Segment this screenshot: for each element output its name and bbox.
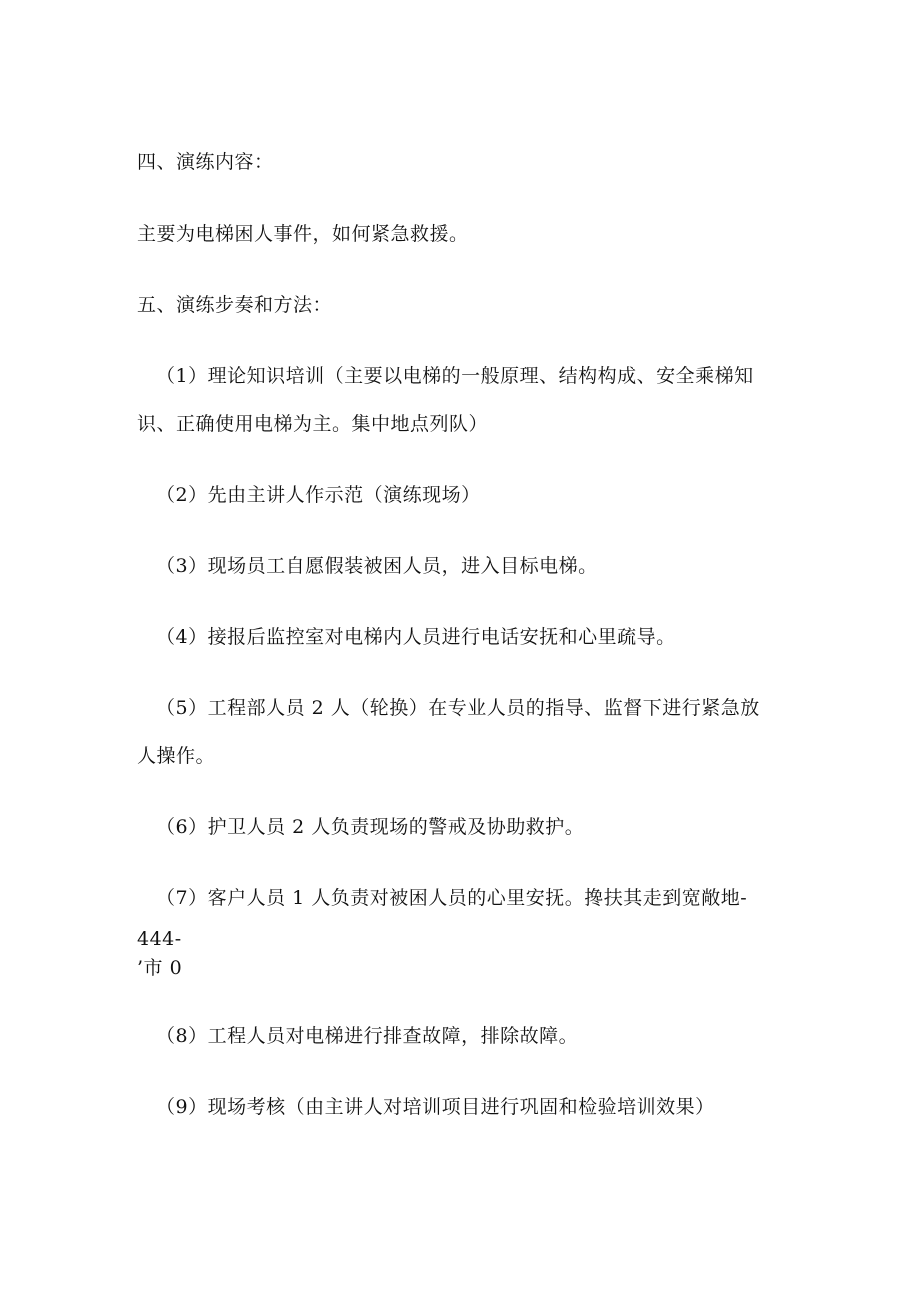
section-body-content: 主要为电梯困人事件，如何紧急救援。 bbox=[137, 223, 469, 245]
step-7-line-1: （7）客户人员 1 人负责对被困人员的心里安抚。搀扶其走到宽敞地- bbox=[156, 887, 748, 909]
step-2: （2）先由主讲人作示范（演练现场） bbox=[156, 484, 481, 506]
step-5-line-1: （5）工程部人员 2 人（轮换）在专业人员的指导、监督下进行紧急放 bbox=[156, 697, 760, 719]
step-9: （9）现场考核（由主讲人对培训项目进行巩固和检验培训效果） bbox=[156, 1096, 715, 1118]
step-1-line-2: 识、正确使用电梯为主。集中地点列队） bbox=[137, 413, 489, 435]
step-3: （3）现场员工自愿假装被困人员，进入目标电梯。 bbox=[156, 555, 598, 577]
step-7-line-2: 444- bbox=[137, 928, 182, 950]
step-4: （4）接报后监控室对电梯内人员进行电话安抚和心里疏导。 bbox=[156, 626, 676, 648]
step-1-line-1: （1）理论知识培训（主要以电梯的一般原理、结构构成、安全乘梯知 bbox=[156, 365, 754, 387]
step-7-line-3: ’市 0 bbox=[137, 957, 183, 979]
step-8: （8）工程人员对电梯进行排查故障，排除故障。 bbox=[156, 1025, 579, 1047]
step-5-line-2: 人操作。 bbox=[137, 745, 216, 767]
step-6: （6）护卫人员 2 人负责现场的警戒及协助救护。 bbox=[156, 816, 585, 838]
section-heading-content: 四、演练内容： bbox=[137, 151, 274, 173]
section-heading-steps: 五、演练步奏和方法： bbox=[137, 294, 333, 316]
